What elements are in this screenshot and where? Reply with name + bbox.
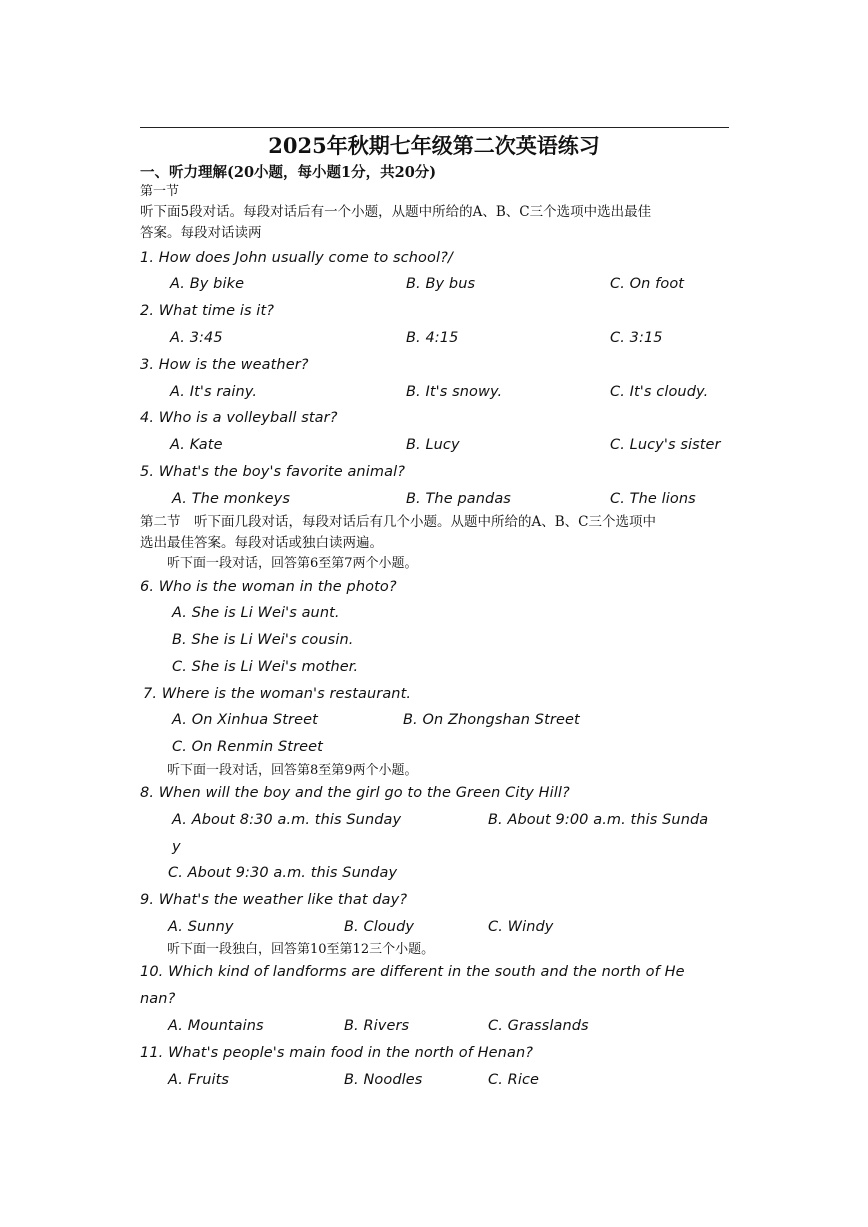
question-stem: 3. How is the weather? [140,357,309,373]
option-b: B. Cloudy [344,919,415,935]
question-stem: 4. Who is a volleyball star? [140,410,338,426]
question-stem: 7. Where is the woman's restaurant. [143,686,412,702]
question-stem-wrap: nan? [140,991,176,1007]
option-c: C. Lucy's sister [610,437,721,453]
option-a: A. She is Li Wei's aunt. [172,605,340,621]
listening-note: 听下面一段独白，回答第10至第12三个小题。 [167,942,435,957]
option-b: B. Rivers [344,1018,410,1034]
question-stem: 1. How does John usually come to school?/ [140,250,453,266]
part1-label: 第一节 [140,184,180,199]
option-a: A. By bike [170,276,245,292]
option-b: B. Lucy [406,437,460,453]
option-a: A. Mountains [168,1018,264,1034]
option-c: C. It's cloudy. [610,384,709,400]
question-stem: 5. What's the boy's favorite animal? [140,464,405,480]
option-b: B. On Zhongshan Street [403,712,580,728]
part2-instructions-line2: 选出最佳答案。每段对话或独白读两遍。 [140,535,383,551]
page-title: 2025年秋期七年级第二次英语练习 [268,133,600,158]
option-b: B. 4:15 [406,330,459,346]
part1-instructions-line2: 答案。每段对话读两 [140,225,262,241]
part1-instructions-line1: 听下面5段对话。每段对话后有一个小题，从题中所给的A、B、C三个选项中选出最佳 [140,204,652,220]
option-c: C. Rice [488,1072,540,1088]
option-c: C. Grasslands [488,1018,589,1034]
option-a: A. On Xinhua Street [172,712,318,728]
option-c: C. On foot [610,276,685,292]
option-c: C. The lions [610,491,696,507]
part2-instructions-line1: 第二节 听下面几段对话，每段对话后有几个小题。从题中所给的A、B、C三个选项中 [140,514,656,530]
top-rule [140,127,729,128]
option-a: A. The monkeys [172,491,291,507]
option-b: B. It's snowy. [406,384,503,400]
question-stem: 9. What's the weather like that day? [140,892,408,908]
question-stem: 10. Which kind of landforms are different in the south and the north of He [140,964,685,980]
section-heading: 一、听力理解(20小题，每小题1分，共20分) [140,164,437,181]
option-a: A. About 8:30 a.m. this Sunday [172,812,402,828]
option-c: C. Windy [488,919,554,935]
option-c: C. She is Li Wei's mother. [172,659,359,675]
option-a: A. It's rainy. [170,384,258,400]
question-stem: 8. When will the boy and the girl go to the Green City Hill? [140,785,570,801]
question-stem: 11. What's people's main food in the north of Henan? [140,1045,534,1061]
question-stem: 6. Who is the woman in the photo? [140,579,397,595]
option-c: C. 3:15 [610,330,663,346]
question-stem: 2. What time is it? [140,303,275,319]
option-b: B. About 9:00 a.m. this Sunda [488,812,709,828]
option-c: C. About 9:30 a.m. this Sunday [168,865,398,881]
option-a: A. Kate [170,437,223,453]
option-b: B. By bus [406,276,476,292]
listening-note: 听下面一段对话，回答第6至第7两个小题。 [167,556,418,571]
option-b: B. The pandas [406,491,511,507]
option-b-wrap: y [172,839,181,855]
option-c: C. On Renmin Street [172,739,323,755]
listening-note: 听下面一段对话，回答第8至第9两个小题。 [167,763,418,778]
option-b: B. Noodles [344,1072,423,1088]
option-a: A. Sunny [168,919,234,935]
option-a: A. Fruits [168,1072,230,1088]
option-a: A. 3:45 [170,330,223,346]
option-b: B. She is Li Wei's cousin. [172,632,354,648]
